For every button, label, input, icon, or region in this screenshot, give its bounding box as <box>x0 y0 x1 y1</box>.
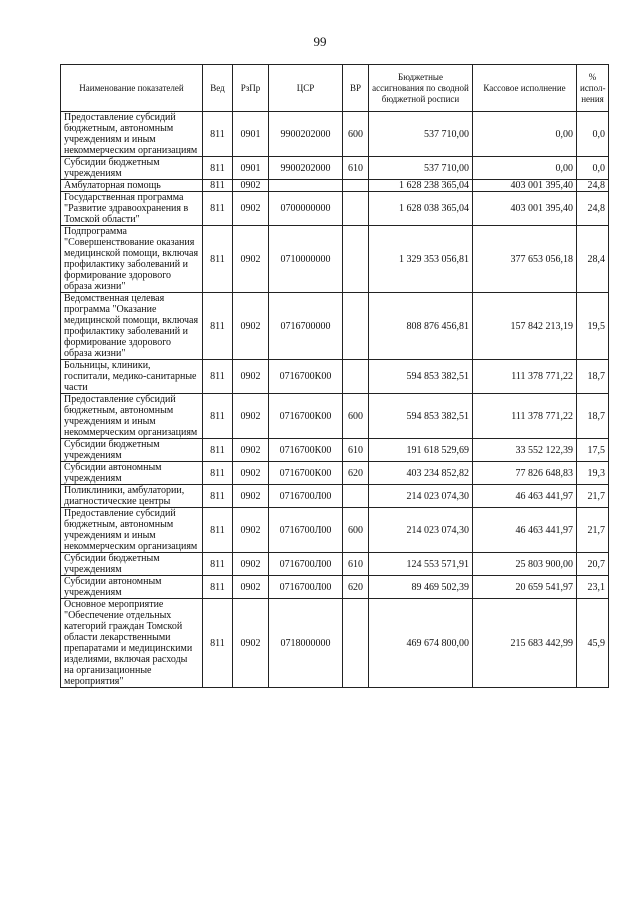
row-percent-cell: 24,8 <box>577 192 609 226</box>
row-budget-cell: 537 710,00 <box>369 112 473 157</box>
row-budget-cell: 403 234 852,82 <box>369 462 473 485</box>
column-header-name: Наименование показателей <box>61 65 203 112</box>
row-cash-cell: 403 001 395,40 <box>473 192 577 226</box>
row-budget-cell: 214 023 074,30 <box>369 485 473 508</box>
row-percent-cell: 21,7 <box>577 508 609 553</box>
row-vr-cell <box>343 360 369 394</box>
row-rzpr-cell: 0902 <box>233 394 269 439</box>
table-row <box>61 439 609 462</box>
row-budget-cell: 537 710,00 <box>369 157 473 180</box>
row-ved-cell: 811 <box>203 112 233 157</box>
row-percent-cell: 18,7 <box>577 360 609 394</box>
row-csr-cell: 0716700Л00 <box>269 576 343 599</box>
row-csr-cell: 0716700000 <box>269 293 343 360</box>
row-name-cell: Государственная программа "Развитие здравоохранения в Томской области" <box>61 192 203 226</box>
row-csr-cell: 0716700Л00 <box>269 508 343 553</box>
row-rzpr-cell: 0902 <box>233 180 269 192</box>
row-vr-cell <box>343 485 369 508</box>
column-header-ved: Вед <box>203 65 233 112</box>
row-csr-cell <box>269 180 343 192</box>
row-cash-cell: 33 552 122,39 <box>473 439 577 462</box>
row-csr-cell: 9900202000 <box>269 157 343 180</box>
column-header-percent: % испол-нения <box>577 65 609 112</box>
row-budget-cell: 89 469 502,39 <box>369 576 473 599</box>
row-ved-cell: 811 <box>203 553 233 576</box>
row-name-cell: Подпрограмма "Совершенствование оказания медицинской помощи, включая профилактику заболеваний и формирование здорового образа жизни" <box>61 226 203 293</box>
row-rzpr-cell: 0902 <box>233 360 269 394</box>
row-name-cell: Субсидии автономным учреждениям <box>61 576 203 599</box>
row-vr-cell: 620 <box>343 576 369 599</box>
row-rzpr-cell: 0902 <box>233 462 269 485</box>
row-ved-cell: 811 <box>203 226 233 293</box>
row-budget-cell: 1 329 353 056,81 <box>369 226 473 293</box>
row-vr-cell <box>343 599 369 688</box>
row-csr-cell: 0716700К00 <box>269 462 343 485</box>
row-cash-cell: 403 001 395,40 <box>473 180 577 192</box>
row-name-cell: Субсидии бюджетным учреждениям <box>61 553 203 576</box>
row-percent-cell: 23,1 <box>577 576 609 599</box>
row-rzpr-cell: 0902 <box>233 508 269 553</box>
row-cash-cell: 111 378 771,22 <box>473 360 577 394</box>
row-percent-cell: 0,0 <box>577 157 609 180</box>
row-percent-cell: 20,7 <box>577 553 609 576</box>
row-name-cell: Субсидии автономным учреждениям <box>61 462 203 485</box>
row-name-cell: Субсидии бюджетным учреждениям <box>61 157 203 180</box>
row-name-cell: Предоставление субсидий бюджетным, автономным учреждениям и иным некоммерческим организациям <box>61 508 203 553</box>
row-vr-cell: 600 <box>343 394 369 439</box>
row-budget-cell: 808 876 456,81 <box>369 293 473 360</box>
table-row <box>61 553 609 576</box>
row-ved-cell: 811 <box>203 576 233 599</box>
table-row <box>61 180 609 192</box>
row-vr-cell <box>343 192 369 226</box>
row-cash-cell: 111 378 771,22 <box>473 394 577 439</box>
row-percent-cell: 21,7 <box>577 485 609 508</box>
row-vr-cell <box>343 293 369 360</box>
row-ved-cell: 811 <box>203 439 233 462</box>
row-rzpr-cell: 0902 <box>233 192 269 226</box>
row-ved-cell: 811 <box>203 157 233 180</box>
row-name-cell: Субсидии бюджетным учреждениям <box>61 439 203 462</box>
row-budget-cell: 1 628 038 365,04 <box>369 192 473 226</box>
column-header-csr: ЦСР <box>269 65 343 112</box>
table-row <box>61 462 609 485</box>
row-csr-cell: 0710000000 <box>269 226 343 293</box>
row-ved-cell: 811 <box>203 180 233 192</box>
row-name-cell: Амбулаторная помощь <box>61 180 203 192</box>
table-row <box>61 192 609 226</box>
row-cash-cell: 0,00 <box>473 112 577 157</box>
row-vr-cell: 620 <box>343 462 369 485</box>
column-header-cash: Кассовое исполнение <box>473 65 577 112</box>
row-name-cell: Поликлиники, амбулатории, диагностические центры <box>61 485 203 508</box>
row-budget-cell: 594 853 382,51 <box>369 394 473 439</box>
row-csr-cell: 9900202000 <box>269 112 343 157</box>
row-cash-cell: 377 653 056,18 <box>473 226 577 293</box>
row-csr-cell: 0700000000 <box>269 192 343 226</box>
row-percent-cell: 18,7 <box>577 394 609 439</box>
row-ved-cell: 811 <box>203 360 233 394</box>
row-name-cell: Ведомственная целевая программа "Оказание медицинской помощи, включая профилактику заболеваний и формирование здорового образа жизни" <box>61 293 203 360</box>
row-ved-cell: 811 <box>203 462 233 485</box>
row-ved-cell: 811 <box>203 192 233 226</box>
row-percent-cell: 17,5 <box>577 439 609 462</box>
row-budget-cell: 191 618 529,69 <box>369 439 473 462</box>
row-percent-cell: 28,4 <box>577 226 609 293</box>
table-row <box>61 485 609 508</box>
row-csr-cell: 0716700К00 <box>269 394 343 439</box>
row-name-cell: Предоставление субсидий бюджетным, автономным учреждениям и иным некоммерческим организациям <box>61 394 203 439</box>
row-rzpr-cell: 0902 <box>233 439 269 462</box>
table-row <box>61 394 609 439</box>
row-budget-cell: 214 023 074,30 <box>369 508 473 553</box>
row-csr-cell: 0716700Л00 <box>269 553 343 576</box>
table-row <box>61 599 609 688</box>
row-name-cell: Основное мероприятие "Обеспечение отдельных категорий граждан Томской области лекарственными препаратами и медицинскими изделиями, включая расходы на организационные мероприятия" <box>61 599 203 688</box>
table-row <box>61 226 609 293</box>
row-percent-cell: 0,0 <box>577 112 609 157</box>
row-name-cell: Больницы, клиники, госпитали, медико-санитарные части <box>61 360 203 394</box>
row-rzpr-cell: 0901 <box>233 112 269 157</box>
column-header-budget: Бюджетные ассигнования по сводной бюджетной росписи <box>369 65 473 112</box>
row-cash-cell: 25 803 900,00 <box>473 553 577 576</box>
row-cash-cell: 157 842 213,19 <box>473 293 577 360</box>
row-name-cell: Предоставление субсидий бюджетным, автономным учреждениям и иным некоммерческим организациям <box>61 112 203 157</box>
page-number: 99 <box>313 34 327 49</box>
row-ved-cell: 811 <box>203 485 233 508</box>
row-budget-cell: 469 674 800,00 <box>369 599 473 688</box>
row-rzpr-cell: 0901 <box>233 157 269 180</box>
row-rzpr-cell: 0902 <box>233 553 269 576</box>
row-cash-cell: 77 826 648,83 <box>473 462 577 485</box>
row-percent-cell: 19,5 <box>577 293 609 360</box>
table-row <box>61 112 609 157</box>
row-percent-cell: 24,8 <box>577 180 609 192</box>
row-csr-cell: 0716700К00 <box>269 439 343 462</box>
row-percent-cell: 19,3 <box>577 462 609 485</box>
row-ved-cell: 811 <box>203 394 233 439</box>
table-row <box>61 508 609 553</box>
row-csr-cell: 0718000000 <box>269 599 343 688</box>
row-cash-cell: 215 683 442,99 <box>473 599 577 688</box>
row-rzpr-cell: 0902 <box>233 293 269 360</box>
row-percent-cell: 45,9 <box>577 599 609 688</box>
budget-table <box>60 64 609 688</box>
row-ved-cell: 811 <box>203 599 233 688</box>
table-body <box>61 112 609 688</box>
column-header-rzpr: РзПр <box>233 65 269 112</box>
table-row <box>61 157 609 180</box>
row-cash-cell: 46 463 441,97 <box>473 508 577 553</box>
row-budget-cell: 1 628 238 365,04 <box>369 180 473 192</box>
row-vr-cell <box>343 180 369 192</box>
row-ved-cell: 811 <box>203 508 233 553</box>
row-cash-cell: 0,00 <box>473 157 577 180</box>
header-row <box>61 65 609 112</box>
table-row <box>61 360 609 394</box>
row-vr-cell: 600 <box>343 508 369 553</box>
table-row <box>61 576 609 599</box>
row-vr-cell: 610 <box>343 157 369 180</box>
row-rzpr-cell: 0902 <box>233 576 269 599</box>
row-cash-cell: 20 659 541,97 <box>473 576 577 599</box>
row-vr-cell: 610 <box>343 553 369 576</box>
table-row <box>61 293 609 360</box>
row-csr-cell: 0716700Л00 <box>269 485 343 508</box>
row-ved-cell: 811 <box>203 293 233 360</box>
column-header-vr: ВР <box>343 65 369 112</box>
row-budget-cell: 594 853 382,51 <box>369 360 473 394</box>
row-rzpr-cell: 0902 <box>233 226 269 293</box>
row-budget-cell: 124 553 571,91 <box>369 553 473 576</box>
row-rzpr-cell: 0902 <box>233 485 269 508</box>
row-vr-cell: 600 <box>343 112 369 157</box>
row-vr-cell <box>343 226 369 293</box>
row-rzpr-cell: 0902 <box>233 599 269 688</box>
row-vr-cell: 610 <box>343 439 369 462</box>
row-cash-cell: 46 463 441,97 <box>473 485 577 508</box>
row-csr-cell: 0716700К00 <box>269 360 343 394</box>
